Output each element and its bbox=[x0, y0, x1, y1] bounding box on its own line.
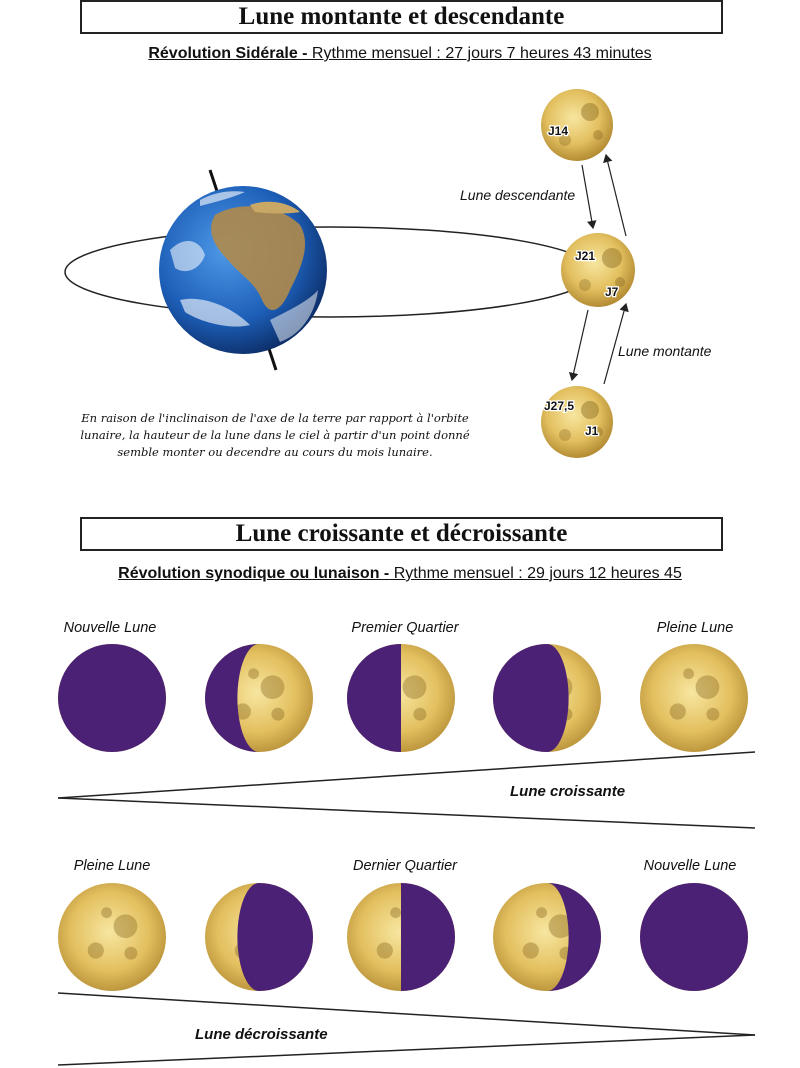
phase-label-first-quarter: Premier Quartier bbox=[351, 620, 459, 636]
moon-tag-j1: J1 bbox=[585, 424, 599, 438]
phase-label-full-moon: Pleine Lune bbox=[656, 620, 734, 636]
label-waxing: Lune croissante bbox=[510, 783, 626, 800]
phase-label-new-moon: Nouvelle Lune bbox=[63, 620, 157, 636]
moon-phase-waning-0 bbox=[58, 883, 166, 991]
phase-label-new-moon-2: Nouvelle Lune bbox=[643, 858, 737, 874]
label-waning: Lune décroissante bbox=[195, 1026, 328, 1043]
moon-tag-j27-5: J27,5 bbox=[544, 399, 575, 413]
caption-line-3: semble monter ou decendre au cours du mois lunaire. bbox=[117, 445, 433, 459]
section2-title: Lune croissante et décroissante bbox=[80, 517, 723, 551]
moon-phase-waning-3 bbox=[493, 883, 601, 991]
waxing-phases-row bbox=[58, 644, 748, 752]
waning-wedge bbox=[58, 993, 755, 1065]
phase-label-full-moon-2: Pleine Lune bbox=[73, 858, 151, 874]
moon-phase-waxing-2 bbox=[347, 644, 455, 752]
section1-subtitle-bold: Révolution Sidérale - bbox=[148, 45, 308, 62]
moon-phase-waning-1 bbox=[205, 883, 313, 991]
label-descending: Lune descendante bbox=[460, 187, 576, 203]
section1-subtitle-rest: Rythme mensuel : 27 jours 7 heures 43 minutes bbox=[307, 45, 652, 62]
section1-title: Lune montante et descendante bbox=[80, 0, 723, 34]
section2-subtitle-rest: Rythme mensuel : 29 jours 12 heures 45 bbox=[389, 565, 682, 582]
caption-line-2: lunaire, la hauteur de la lune dans le ciel à partir d'un point donné bbox=[80, 428, 470, 442]
waxing-wedge bbox=[58, 752, 755, 828]
moon-phase-waxing-1 bbox=[205, 644, 313, 752]
section2-subtitle-bold: Révolution synodique ou lunaison - bbox=[118, 565, 390, 582]
moon-phase-waxing-4 bbox=[640, 644, 748, 752]
label-ascending: Lune montante bbox=[618, 343, 712, 359]
moon-tag-j14: J14 bbox=[548, 124, 569, 138]
moon-phase-waxing-0 bbox=[58, 644, 166, 752]
caption-line-1: En raison de l'inclinaison de l'axe de la terre par rapport à l'orbite bbox=[81, 411, 469, 425]
moon-tag-j7: J7 bbox=[605, 285, 619, 299]
phase-label-last-quarter: Dernier Quartier bbox=[353, 858, 457, 874]
moon-phase-waning-4 bbox=[640, 883, 748, 991]
moon-phase-waxing-3 bbox=[493, 644, 601, 752]
moon-phase-waning-2 bbox=[347, 883, 455, 991]
waning-phases-row bbox=[58, 883, 748, 991]
moon-tag-j21: J21 bbox=[575, 249, 596, 263]
